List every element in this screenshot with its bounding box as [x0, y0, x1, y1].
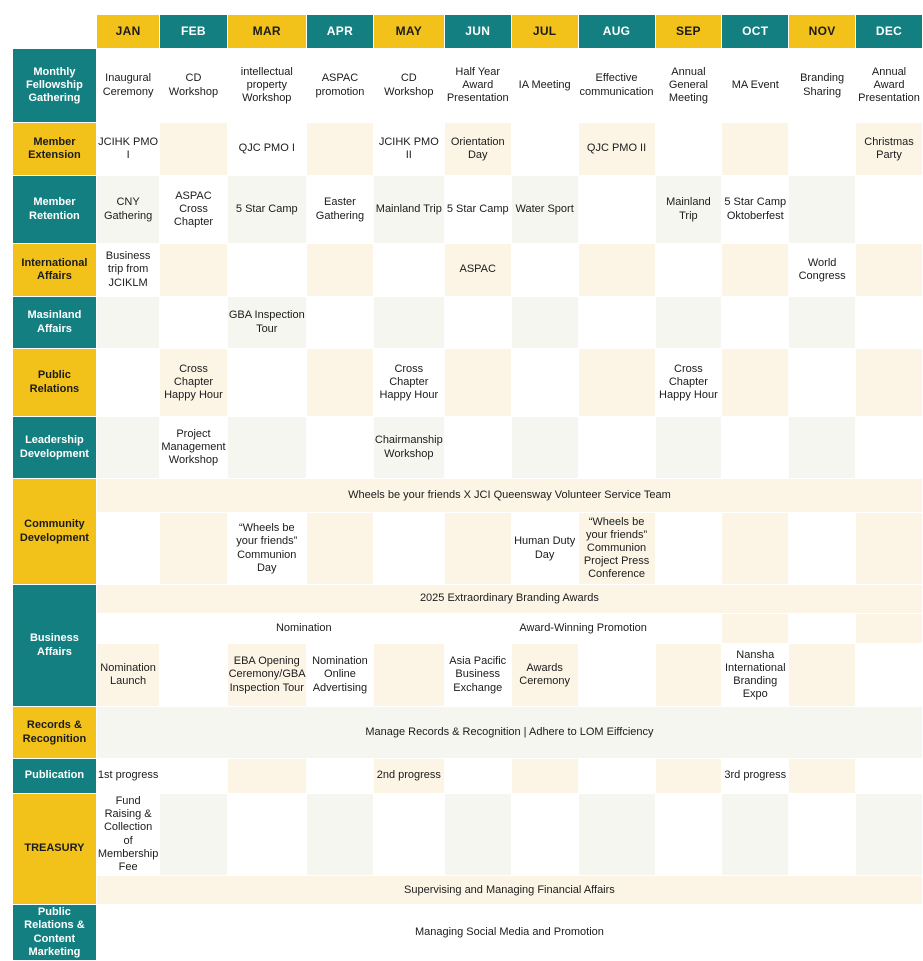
event-cell	[306, 349, 373, 417]
event-cell: Fund Raising & Collection of Membership Fee	[96, 794, 160, 876]
event-cell: Nomination Online Advertising	[306, 644, 373, 707]
row-label: Masinland Affairs	[13, 297, 97, 349]
row-publication	[13, 759, 923, 794]
event-cell	[578, 794, 655, 876]
row-label: Records & Recognition	[13, 707, 97, 759]
event-cell	[227, 349, 306, 417]
event-cell	[578, 244, 655, 297]
row-public-relations	[13, 349, 923, 417]
event-cell	[578, 644, 655, 707]
event-cell	[511, 417, 578, 479]
event-cell	[789, 349, 856, 417]
row-leadership-development	[13, 417, 923, 479]
month-header-feb: FEB	[160, 15, 227, 49]
event-cell: JCIHK PMO I	[96, 123, 160, 176]
annual-activity-calendar	[12, 14, 923, 961]
branding-awards-banner: 2025 Extraordinary Branding Awards	[96, 585, 922, 614]
month-header-jun: JUN	[444, 15, 511, 49]
event-cell: Orientation Day	[444, 123, 511, 176]
event-cell	[306, 123, 373, 176]
event-cell: Branding Sharing	[789, 49, 856, 123]
event-cell: 3rd progress	[722, 759, 789, 794]
event-cell	[373, 297, 444, 349]
row-label: Community Development	[13, 479, 97, 585]
event-cell	[722, 513, 789, 585]
month-header-jan: JAN	[96, 15, 160, 49]
event-cell	[578, 417, 655, 479]
event-cell: ASPAC promotion	[306, 49, 373, 123]
event-cell	[856, 417, 923, 479]
event-cell	[722, 349, 789, 417]
event-cell	[655, 244, 722, 297]
event-cell	[96, 417, 160, 479]
event-cell: Mainland Trip	[373, 176, 444, 244]
event-cell: Cross Chapter Happy Hour	[655, 349, 722, 417]
event-cell: Effective communication	[578, 49, 655, 123]
event-cell	[444, 417, 511, 479]
event-cell: Inaugural Ceremony	[96, 49, 160, 123]
event-cell: QJC PMO I	[227, 123, 306, 176]
event-cell: Annual General Meeting	[655, 49, 722, 123]
event-cell	[655, 123, 722, 176]
event-cell	[373, 644, 444, 707]
event-cell	[160, 297, 227, 349]
event-cell: CNY Gathering	[96, 176, 160, 244]
row-label: Leadership Development	[13, 417, 97, 479]
event-cell: 1st progress	[96, 759, 160, 794]
row-label: International Affairs	[13, 244, 97, 297]
event-cell	[373, 794, 444, 876]
event-cell	[511, 759, 578, 794]
records-banner: Manage Records & Recognition | Adhere to LOM Eiffciency	[96, 707, 922, 759]
month-header-dec: DEC	[856, 15, 923, 49]
event-cell	[511, 794, 578, 876]
event-cell	[160, 123, 227, 176]
row-treasury-banner	[13, 876, 923, 905]
event-cell	[722, 123, 789, 176]
event-cell: Easter Gathering	[306, 176, 373, 244]
event-cell	[856, 513, 923, 585]
event-cell	[789, 297, 856, 349]
event-cell	[160, 644, 227, 707]
event-cell: CD Workshop	[373, 49, 444, 123]
event-cell	[306, 297, 373, 349]
event-cell: Asia Pacific Business Exchange	[444, 644, 511, 707]
event-cell	[444, 759, 511, 794]
event-cell: CD Workshop	[160, 49, 227, 123]
row-business-affairs-phases	[13, 614, 923, 644]
row-community-development	[13, 513, 923, 585]
event-cell	[655, 794, 722, 876]
month-header-sep: SEP	[655, 15, 722, 49]
row-business-affairs	[13, 644, 923, 707]
event-cell: “Wheels be your friends” Communion Day	[227, 513, 306, 585]
event-cell	[511, 123, 578, 176]
event-cell	[160, 759, 227, 794]
event-cell	[160, 794, 227, 876]
month-header-nov: NOV	[789, 15, 856, 49]
event-cell: 2nd progress	[373, 759, 444, 794]
row-label: Publication	[13, 759, 97, 794]
event-cell	[96, 513, 160, 585]
event-cell	[789, 644, 856, 707]
month-header-row	[13, 15, 923, 49]
event-cell: IA Meeting	[511, 49, 578, 123]
event-cell: Water Sport	[511, 176, 578, 244]
row-community-development-banner	[13, 479, 923, 513]
event-cell	[511, 349, 578, 417]
event-cell	[856, 349, 923, 417]
event-cell: JCIHK PMO II	[373, 123, 444, 176]
month-header-apr: APR	[306, 15, 373, 49]
event-cell	[655, 759, 722, 794]
row-label: Business Affairs	[13, 585, 97, 707]
row-pr-content-marketing	[13, 905, 923, 961]
row-business-affairs-banner	[13, 585, 923, 614]
month-header-jul: JUL	[511, 15, 578, 49]
event-cell	[306, 244, 373, 297]
row-international-affairs	[13, 244, 923, 297]
event-cell: Christmas Party	[856, 123, 923, 176]
event-cell: Business trip from JCIKLM	[96, 244, 160, 297]
event-cell	[444, 349, 511, 417]
event-cell: ASPAC Cross Chapter	[160, 176, 227, 244]
row-label: TREASURY	[13, 794, 97, 905]
row-records-recognition	[13, 707, 923, 759]
event-cell	[722, 297, 789, 349]
event-cell	[856, 759, 923, 794]
event-cell	[789, 176, 856, 244]
event-cell	[578, 349, 655, 417]
event-cell: Mainland Trip	[655, 176, 722, 244]
event-cell	[722, 244, 789, 297]
empty-cell	[789, 614, 856, 644]
event-cell	[160, 244, 227, 297]
event-cell: 5 Star Camp Oktoberfest	[722, 176, 789, 244]
event-cell	[578, 759, 655, 794]
row-monthly-fellowship	[13, 49, 923, 123]
event-cell: Half Year Award Presentation	[444, 49, 511, 123]
event-cell	[789, 123, 856, 176]
empty-cell	[856, 614, 923, 644]
event-cell	[373, 513, 444, 585]
month-header-mar: MAR	[227, 15, 306, 49]
event-cell	[511, 244, 578, 297]
event-cell	[789, 513, 856, 585]
event-cell	[306, 759, 373, 794]
event-cell	[655, 644, 722, 707]
event-cell	[722, 794, 789, 876]
row-label: Member Retention	[13, 176, 97, 244]
event-cell: Nomination Launch	[96, 644, 160, 707]
event-cell	[655, 513, 722, 585]
event-cell: “Wheels be your friends” Communion Project Press Conference	[578, 513, 655, 585]
event-cell: Awards Ceremony	[511, 644, 578, 707]
event-cell	[789, 417, 856, 479]
row-label: Public Relations	[13, 349, 97, 417]
event-cell: Cross Chapter Happy Hour	[160, 349, 227, 417]
row-label: Member Extension	[13, 123, 97, 176]
event-cell: MA Event	[722, 49, 789, 123]
event-cell	[227, 794, 306, 876]
event-cell	[306, 794, 373, 876]
event-cell	[444, 297, 511, 349]
month-header-may: MAY	[373, 15, 444, 49]
event-cell: Nansha International Branding Expo	[722, 644, 789, 707]
event-cell	[856, 244, 923, 297]
corner-cell	[13, 15, 97, 49]
award-promotion-phase: Award-Winning Promotion	[511, 614, 655, 644]
empty-cell	[655, 614, 722, 644]
event-cell	[227, 417, 306, 479]
event-cell: Cross Chapter Happy Hour	[373, 349, 444, 417]
event-cell	[856, 297, 923, 349]
event-cell	[96, 349, 160, 417]
event-cell	[373, 244, 444, 297]
event-cell: Project Management Workshop	[160, 417, 227, 479]
nomination-phase: Nomination	[96, 614, 511, 644]
event-cell	[578, 176, 655, 244]
event-cell: ASPAC	[444, 244, 511, 297]
event-cell: intellectual property Workshop	[227, 49, 306, 123]
event-cell	[722, 417, 789, 479]
row-label: Public Relations & Content Marketing	[13, 905, 97, 961]
event-cell	[227, 244, 306, 297]
event-cell: EBA Opening Ceremony/GBA Inspection Tour	[227, 644, 306, 707]
event-cell	[856, 794, 923, 876]
event-cell: QJC PMO II	[578, 123, 655, 176]
event-cell: World Congress	[789, 244, 856, 297]
event-cell	[444, 513, 511, 585]
row-treasury	[13, 794, 923, 876]
event-cell: 5 Star Camp	[444, 176, 511, 244]
event-cell	[578, 297, 655, 349]
event-cell	[160, 513, 227, 585]
empty-cell	[722, 614, 789, 644]
month-header-aug: AUG	[578, 15, 655, 49]
event-cell	[856, 176, 923, 244]
event-cell	[306, 417, 373, 479]
event-cell	[96, 297, 160, 349]
event-cell: Chairmanship Workshop	[373, 417, 444, 479]
event-cell	[444, 794, 511, 876]
pr-content-banner: Managing Social Media and Promotion	[96, 905, 922, 961]
event-cell: GBA Inspection Tour	[227, 297, 306, 349]
row-member-retention	[13, 176, 923, 244]
event-cell	[789, 794, 856, 876]
event-cell	[655, 297, 722, 349]
row-mainland-affairs	[13, 297, 923, 349]
event-cell: 5 Star Camp	[227, 176, 306, 244]
event-cell	[789, 759, 856, 794]
row-member-extension	[13, 123, 923, 176]
event-cell	[856, 644, 923, 707]
row-label: Monthly Fellowship Gathering	[13, 49, 97, 123]
community-banner: Wheels be your friends X JCI Queensway Volunteer Service Team	[96, 479, 922, 513]
event-cell: Human Duty Day	[511, 513, 578, 585]
event-cell	[511, 297, 578, 349]
treasury-banner: Supervising and Managing Financial Affairs	[96, 876, 922, 905]
event-cell: Annual Award Presentation	[856, 49, 923, 123]
event-cell	[306, 513, 373, 585]
month-header-oct: OCT	[722, 15, 789, 49]
event-cell	[655, 417, 722, 479]
event-cell	[227, 759, 306, 794]
